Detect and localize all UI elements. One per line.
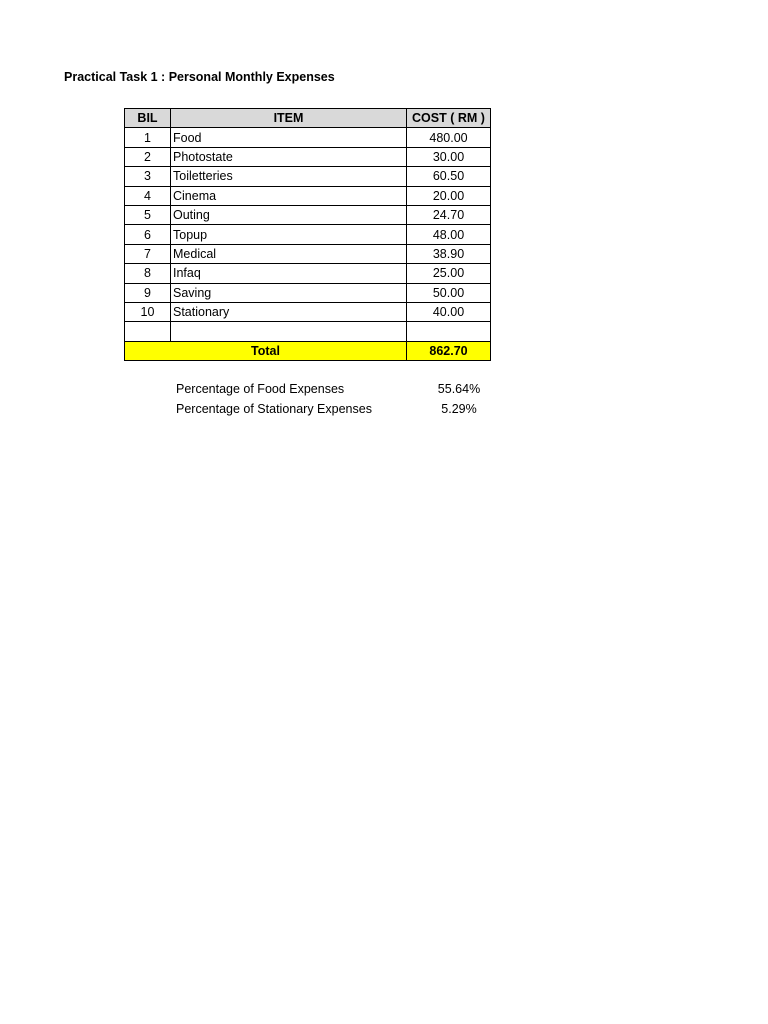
header-item: ITEM <box>171 109 407 128</box>
empty-cell <box>407 322 491 341</box>
row-bil: 1 <box>125 128 171 147</box>
row-item: Topup <box>171 225 407 244</box>
total-label: Total <box>125 341 407 360</box>
row-item: Cinema <box>171 186 407 205</box>
summary-section <box>176 380 502 419</box>
table-row <box>125 244 491 263</box>
row-cost: 48.00 <box>407 225 491 244</box>
row-cost: 480.00 <box>407 128 491 147</box>
row-cost: 24.70 <box>407 205 491 224</box>
row-bil: 3 <box>125 167 171 186</box>
row-cost: 30.00 <box>407 147 491 166</box>
row-item: Food <box>171 128 407 147</box>
row-item: Saving <box>171 283 407 302</box>
table-row <box>125 302 491 321</box>
row-item: Toiletteries <box>171 167 407 186</box>
empty-cell <box>125 322 171 341</box>
row-bil: 6 <box>125 225 171 244</box>
table-header-row <box>125 109 491 128</box>
summary-value: 55.64% <box>437 382 481 396</box>
empty-row <box>125 322 491 341</box>
summary-label: Percentage of Stationary Expenses <box>176 401 372 416</box>
row-bil: 5 <box>125 205 171 224</box>
row-item: Outing <box>171 205 407 224</box>
row-bil: 2 <box>125 147 171 166</box>
total-value: 862.70 <box>407 341 491 360</box>
header-bil: BIL <box>125 109 171 128</box>
empty-cell <box>171 322 407 341</box>
summary-value: 5.29% <box>441 401 477 416</box>
row-bil: 10 <box>125 302 171 321</box>
summary-row-food <box>176 380 502 400</box>
row-bil: 7 <box>125 244 171 263</box>
row-cost: 38.90 <box>407 244 491 263</box>
row-item: Photostate <box>171 147 407 166</box>
table-row <box>125 264 491 283</box>
table-row <box>125 147 491 166</box>
table-row <box>125 225 491 244</box>
row-cost: 60.50 <box>407 167 491 186</box>
row-item: Medical <box>171 244 407 263</box>
table-row <box>125 128 491 147</box>
row-cost: 20.00 <box>407 186 491 205</box>
page-title: Practical Task 1 : Personal Monthly Expenses <box>64 70 335 84</box>
summary-label: Percentage of Food Expenses <box>176 382 345 396</box>
row-bil: 9 <box>125 283 171 302</box>
expenses-table <box>124 108 491 361</box>
row-cost: 40.00 <box>407 302 491 321</box>
table-row <box>125 186 491 205</box>
row-cost: 50.00 <box>407 283 491 302</box>
table-row <box>125 205 491 224</box>
row-bil: 8 <box>125 264 171 283</box>
total-row <box>125 341 491 360</box>
row-bil: 4 <box>125 186 171 205</box>
summary-row-stationary <box>176 400 502 420</box>
row-item: Infaq <box>171 264 407 283</box>
table-row <box>125 167 491 186</box>
header-cost: COST ( RM ) <box>407 109 491 128</box>
row-item: Stationary <box>171 302 407 321</box>
row-cost: 25.00 <box>407 264 491 283</box>
table-row <box>125 283 491 302</box>
